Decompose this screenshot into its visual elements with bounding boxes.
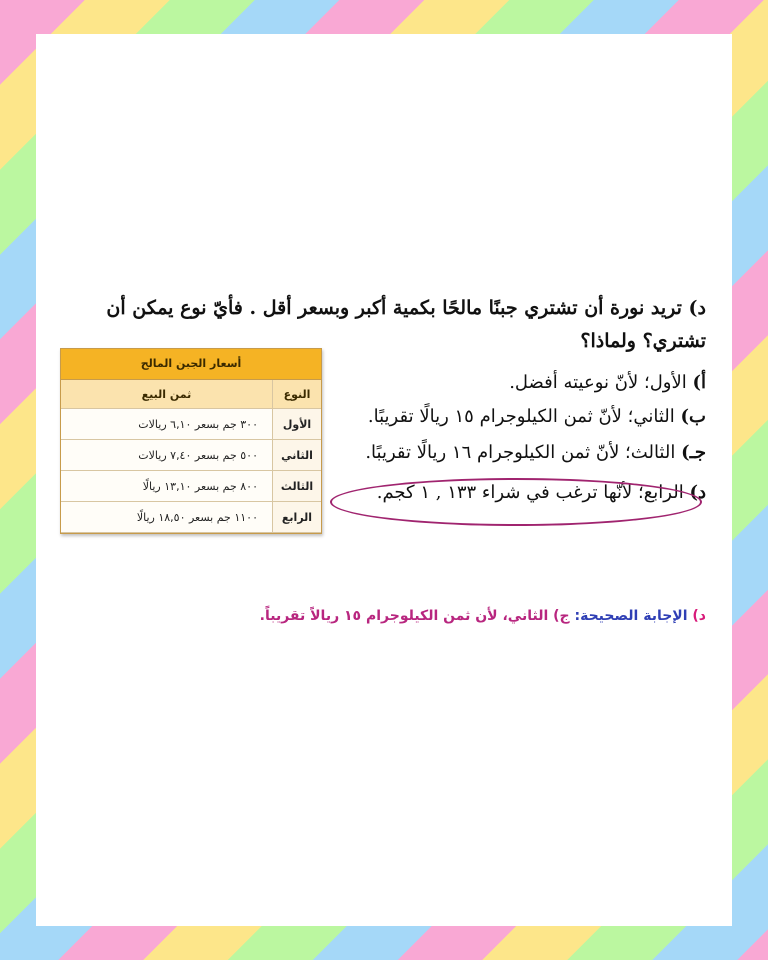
- table-row: [61, 440, 321, 471]
- answer-label: الإجابة الصحيحة:: [574, 608, 688, 624]
- table-title: أسعار الجبن المالح: [61, 349, 321, 380]
- option-a[interactable]: [509, 370, 706, 396]
- price-table: [61, 380, 321, 533]
- row-price: ١١٠٠ جم بسعر ١٨,٥٠ ريالًا: [61, 502, 273, 533]
- worksheet-page: [36, 34, 732, 926]
- header-type: النوع: [273, 380, 322, 409]
- option-c-label: جـ): [681, 442, 706, 463]
- option-d-highlight-circle: [330, 478, 702, 526]
- row-type: الأول: [273, 409, 322, 440]
- option-d-text: الرابع؛ لأنّها ترغب في شراء ١٣٣ , ١ كجم.: [376, 482, 684, 503]
- row-price: ٣٠٠ جم بسعر ٦,١٠ ريالات: [61, 409, 273, 440]
- table-row: [61, 471, 321, 502]
- option-b-text: الثاني؛ لأنّ ثمن الكيلوجرام ١٥ ريالًا تقريبًا.: [367, 406, 675, 427]
- option-b[interactable]: [368, 404, 706, 430]
- answer-letter: د): [692, 608, 706, 624]
- answer-text: ج) الثاني، لأن ثمن الكيلوجرام ١٥ ريالاً تقريباً.: [259, 608, 570, 624]
- correct-answer: [260, 608, 706, 624]
- option-c[interactable]: [365, 440, 706, 466]
- header-price: ثمن البيع: [61, 380, 273, 409]
- option-a-label: أ): [692, 372, 706, 393]
- option-b-label: ب): [680, 406, 706, 427]
- table-row: [61, 409, 321, 440]
- option-a-text: الأول؛ لأنّ نوعيته أفضل.: [509, 372, 687, 393]
- row-price: ٨٠٠ جم بسعر ١٣,١٠ ريالًا: [61, 471, 273, 502]
- question-text: د) تريد نورة أن تشتري جبنًا مالحًا بكمية أكبر وبسعر أقل . فأيّ نوع يمكن أن تشتري؟ ولماذا؟: [106, 297, 706, 352]
- option-d-label: د): [689, 482, 706, 503]
- row-type: الثاني: [273, 440, 322, 471]
- table-row: [61, 502, 321, 533]
- cheese-price-table: [60, 348, 322, 534]
- row-type: الثالث: [273, 471, 322, 502]
- table-header-row: [61, 380, 321, 409]
- row-type: الرابع: [273, 502, 322, 533]
- option-c-text: الثالث؛ لأنّ ثمن الكيلوجرام ١٦ ريالًا تقريبًا.: [365, 442, 676, 463]
- row-price: ٥٠٠ جم بسعر ٧,٤٠ ريالات: [61, 440, 273, 471]
